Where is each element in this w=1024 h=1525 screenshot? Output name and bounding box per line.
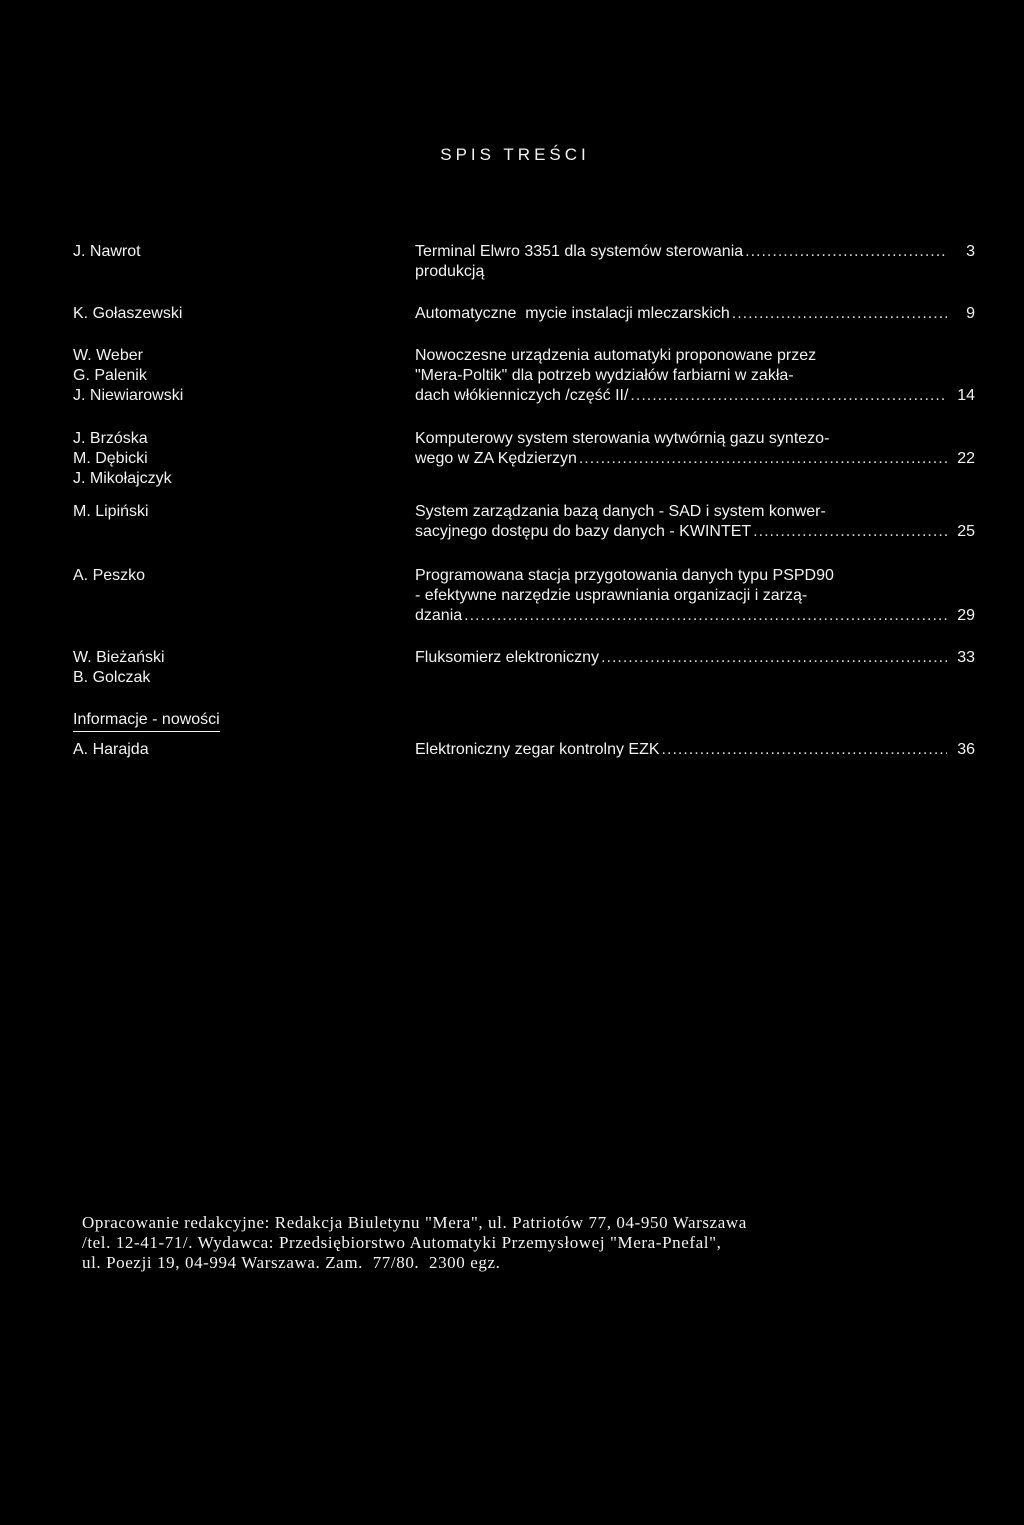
- footer-line: ul. Poezji 19, 04-994 Warszawa. Zam. 77/80. 2300 egz.: [82, 1253, 501, 1272]
- author-name: W. Weber: [73, 347, 143, 364]
- dot-leader: [630, 386, 947, 406]
- article-title: [415, 304, 975, 324]
- title-line: [415, 386, 975, 406]
- page-number: 9: [966, 305, 975, 322]
- title-text: Terminal Elwro 3351 dla systemów sterowania: [415, 243, 744, 260]
- article-title: [415, 429, 975, 469]
- title-line: [415, 366, 975, 386]
- title-line: [415, 566, 975, 586]
- article-title: [415, 740, 975, 760]
- dot-leader: [601, 648, 947, 668]
- page-number: 14: [957, 387, 975, 404]
- page-number: 36: [957, 741, 975, 758]
- author-name: J. Nawrot: [73, 243, 141, 260]
- page-title: SPIS TREŚCI: [440, 145, 590, 164]
- title-line: [415, 262, 975, 282]
- author-name: B. Golczak: [73, 669, 151, 686]
- author-name: M. Lipiński: [73, 503, 149, 520]
- title-line: [415, 304, 975, 324]
- section-heading: Informacje - nowości: [73, 710, 220, 732]
- footer-line: Opracowanie redakcyjne: Redakcja Biuletynu "Mera", ul. Patriotów 77, 04-950 Warszawa: [82, 1213, 747, 1232]
- page-number: 25: [957, 523, 975, 540]
- article-title: [415, 566, 975, 626]
- page-number: 3: [966, 243, 975, 260]
- author-list: [73, 346, 373, 406]
- title-text: sacyjnego dostępu do bazy danych - KWINTET: [415, 523, 752, 540]
- article-title: [415, 346, 975, 406]
- page-number: 33: [957, 649, 975, 666]
- dot-leader: [464, 606, 947, 626]
- title-text: Programowana stacja przygotowania danych typu PSPD90: [415, 567, 834, 584]
- dot-leader: [662, 740, 947, 760]
- author-name: J. Niewiarowski: [73, 387, 184, 404]
- title-line: [415, 346, 975, 366]
- author-name: K. Gołaszewski: [73, 305, 183, 322]
- title-line: [415, 502, 975, 522]
- dot-leader: [732, 304, 947, 324]
- title-line: [415, 522, 975, 542]
- title-text: wego w ZA Kędzierzyn: [415, 450, 577, 467]
- page-number: 22: [957, 450, 975, 467]
- author-list: [73, 566, 373, 586]
- title-text: Komputerowy system sterowania wytwórnią gazu syntezo-: [415, 430, 830, 447]
- author-name: J. Brzóska: [73, 430, 148, 447]
- title-text: produkcją: [415, 263, 485, 280]
- author-list: [73, 740, 373, 760]
- title-line: [415, 740, 975, 760]
- footer-line: /tel. 12-41-71/. Wydawca: Przedsiębiorstwo Automatyki Przemysłowej "Mera-Pnefal",: [82, 1233, 722, 1252]
- author-name: G. Palenik: [73, 367, 147, 384]
- author-list: [73, 304, 373, 324]
- author-name: M. Dębicki: [73, 450, 148, 467]
- publisher-footer: [82, 1213, 962, 1273]
- title-text: "Mera-Poltik" dla potrzeb wydziałów farbiarni w zakła-: [415, 367, 794, 384]
- title-text: dach włókienniczych /część II/: [415, 387, 629, 404]
- title-line: [415, 648, 975, 668]
- title-text: Nowoczesne urządzenia automatyki proponowane przez: [415, 347, 817, 364]
- title-text: Automatyczne mycie instalacji mleczarskich: [415, 305, 730, 322]
- dot-leader: [579, 449, 947, 469]
- dot-leader: [745, 242, 947, 262]
- article-title: [415, 648, 975, 668]
- title-line: [415, 449, 975, 469]
- dot-leader: [753, 522, 947, 542]
- title-text: dzania: [415, 607, 463, 624]
- page-number: 29: [957, 607, 975, 624]
- title-line: [415, 429, 975, 449]
- author-name: J. Mikołajczyk: [73, 470, 172, 487]
- title-text: Fluksomierz elektroniczny: [415, 649, 600, 666]
- author-name: W. Bieżański: [73, 649, 165, 666]
- title-line: [415, 586, 975, 606]
- title-line: [415, 242, 975, 262]
- title-line: [415, 606, 975, 626]
- author-list: [73, 429, 373, 489]
- author-name: A. Harajda: [73, 741, 149, 758]
- title-text: - efektywne narzędzie usprawniania organizacji i zarzą-: [415, 587, 808, 604]
- author-list: [73, 502, 373, 522]
- title-text: System zarządzania bazą danych - SAD i system konwer-: [415, 503, 826, 520]
- author-list: [73, 648, 373, 688]
- title-text: Elektroniczny zegar kontrolny EZK: [415, 741, 660, 758]
- article-title: [415, 502, 975, 542]
- author-name: A. Peszko: [73, 567, 146, 584]
- article-title: [415, 242, 975, 282]
- author-list: [73, 242, 373, 262]
